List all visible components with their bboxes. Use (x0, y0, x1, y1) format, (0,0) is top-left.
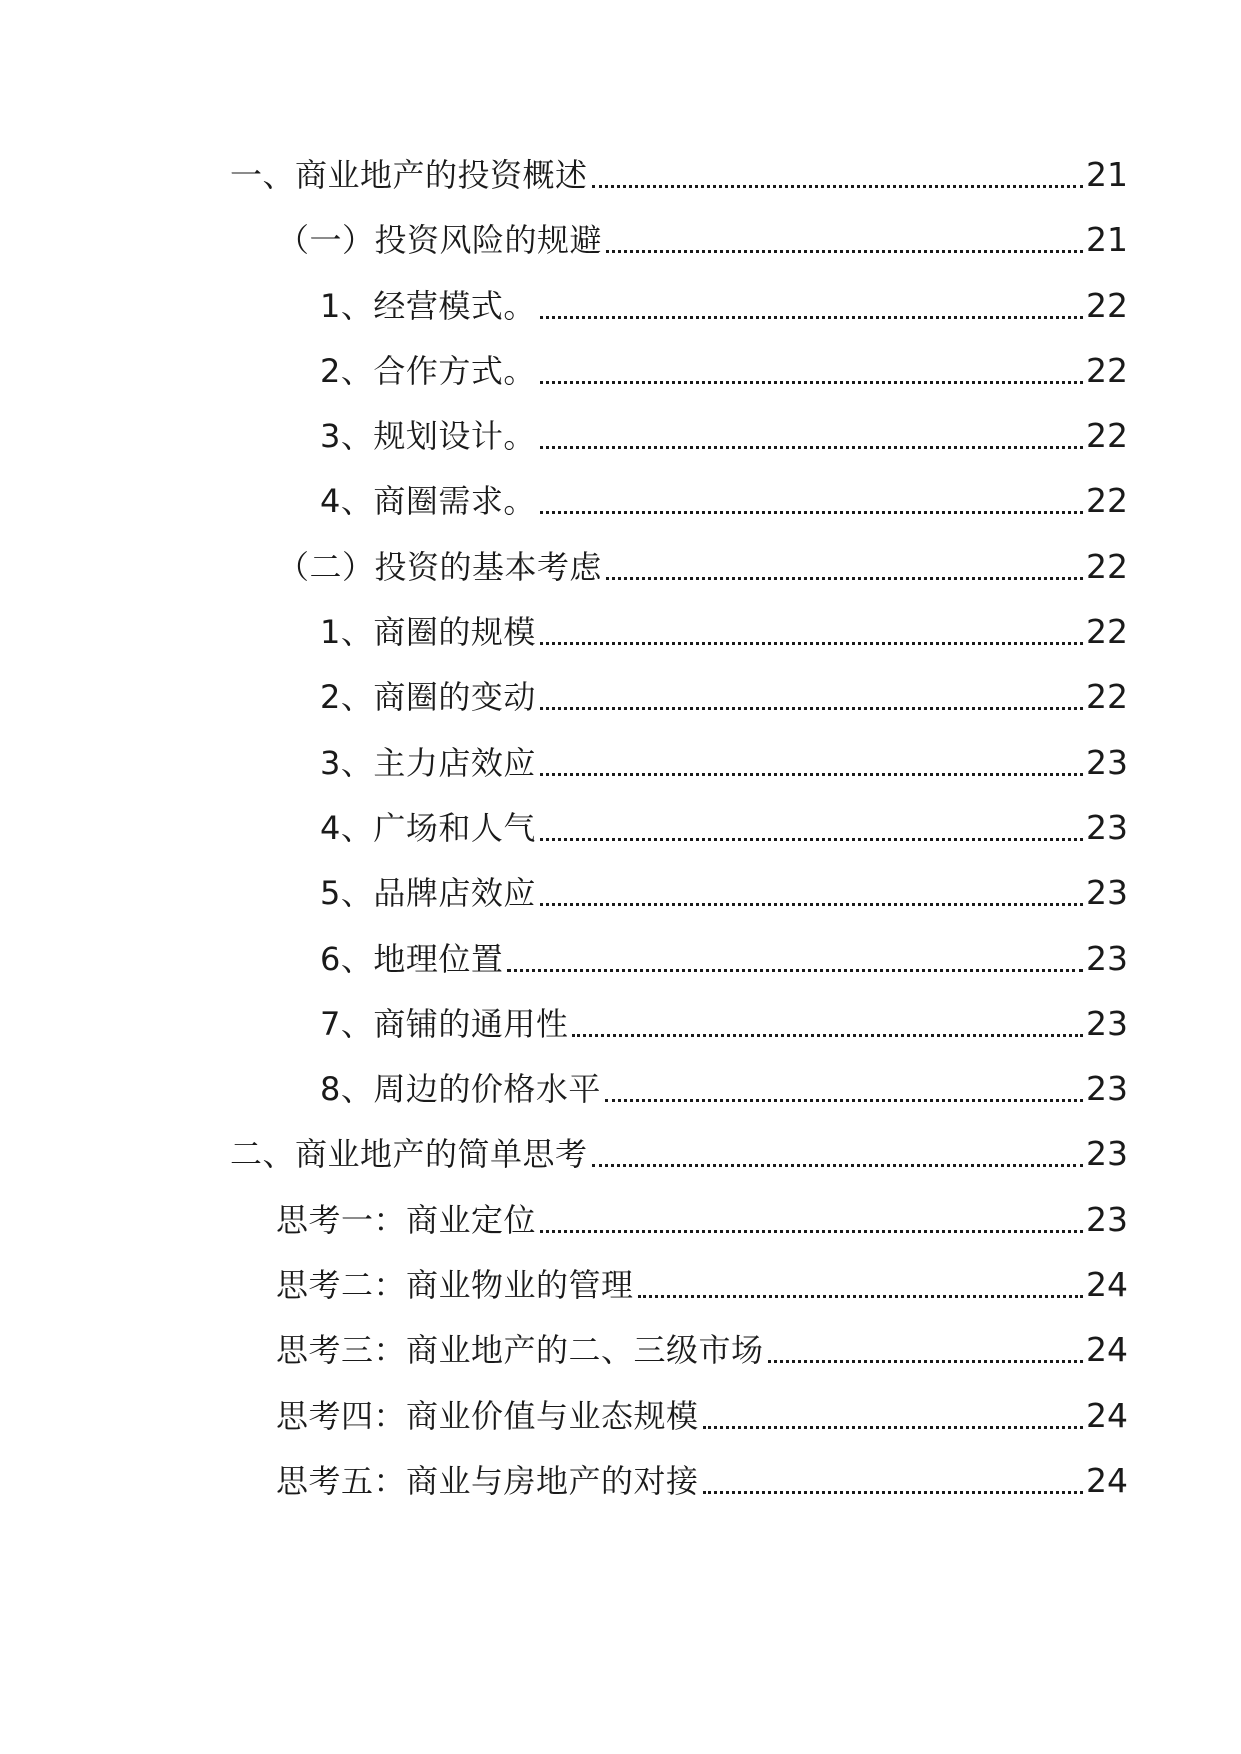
toc-entry-title: 思考二：商业物业的管理 (276, 1266, 634, 1305)
toc-entry[interactable] (0, 1396, 1241, 1461)
toc-entry[interactable] (0, 1134, 1241, 1199)
toc-entry-title: 二、商业地产的简单思考 (230, 1135, 588, 1174)
toc-leader-dots (768, 1330, 1083, 1370)
toc-entry-title: 思考三：商业地产的二、三级市场 (276, 1331, 764, 1370)
toc-leader-dots (605, 1069, 1083, 1109)
toc-entry-page: 23 (1086, 1134, 1128, 1174)
toc-entry[interactable] (0, 1461, 1241, 1526)
toc-entry-page: 24 (1086, 1330, 1128, 1370)
toc-entry-page: 23 (1086, 1199, 1128, 1239)
toc-leader-dots (606, 547, 1083, 587)
toc-leader-dots (507, 939, 1083, 979)
toc-entry-title: 1、商圈的规模 (320, 613, 536, 652)
toc-entry-title: 一、商业地产的投资概述 (230, 156, 588, 194)
toc-entry-title: 6、地理位置 (320, 939, 504, 978)
toc-entry[interactable] (0, 351, 1241, 416)
toc-entry-title: （二）投资的基本考虑 (277, 547, 603, 586)
toc-entry-title: 2、商圈的变动 (320, 678, 536, 717)
toc-entry-page: 21 (1086, 155, 1128, 194)
toc-entry-page: 22 (1086, 612, 1128, 652)
toc-entry-title: 思考五：商业与房地产的对接 (276, 1461, 699, 1500)
toc-entry[interactable] (0, 286, 1241, 351)
toc-entry-title: 4、商圈需求。 (320, 482, 536, 521)
toc-entry-title: 1、经营模式。 (320, 286, 536, 325)
toc-entry[interactable] (0, 743, 1241, 808)
toc-entry-page: 23 (1086, 938, 1128, 978)
toc-entry[interactable] (0, 873, 1241, 938)
toc-entry-title: 思考四：商业价值与业态规模 (276, 1396, 699, 1435)
toc-entry-title: 7、商铺的通用性 (320, 1004, 569, 1043)
toc-leader-dots (638, 1265, 1083, 1305)
toc-entry-title: 4、广场和人气 (320, 808, 536, 847)
toc-entry-page: 21 (1086, 220, 1128, 260)
toc-entry[interactable] (0, 220, 1241, 285)
toc-entry-page: 22 (1086, 350, 1128, 390)
toc-entry[interactable] (0, 808, 1241, 873)
toc-entry-title: 2、合作方式。 (320, 351, 536, 390)
toc-entry-title: 3、主力店效应 (320, 743, 536, 782)
toc-entry-page: 23 (1086, 742, 1128, 782)
toc-entry-title: 5、品牌店效应 (320, 874, 536, 913)
toc-entry[interactable] (0, 547, 1241, 612)
toc-entry[interactable] (0, 416, 1241, 481)
toc-leader-dots (540, 351, 1083, 391)
toc-leader-dots (572, 1004, 1083, 1044)
toc-leader-dots (540, 677, 1083, 717)
toc-entry-page: 22 (1086, 677, 1128, 717)
toc-entry-page: 23 (1086, 1003, 1128, 1043)
toc-leader-dots (606, 220, 1083, 260)
toc-entry-page: 23 (1086, 807, 1128, 847)
toc-leader-dots (540, 808, 1083, 848)
toc-entry[interactable] (0, 1004, 1241, 1069)
toc-leader-dots (703, 1396, 1083, 1436)
toc-entry-page: 22 (1086, 285, 1128, 325)
toc-entry-title: 思考一：商业定位 (276, 1200, 537, 1239)
toc-entry[interactable] (0, 612, 1241, 677)
toc-entry-page: 23 (1086, 873, 1128, 913)
toc-entry[interactable] (0, 1265, 1241, 1330)
toc-entry[interactable] (0, 939, 1241, 1004)
toc-entry[interactable] (0, 677, 1241, 742)
toc-leader-dots (540, 1200, 1083, 1240)
toc-entry-title: 8、周边的价格水平 (320, 1070, 601, 1109)
toc-entry-page: 22 (1086, 481, 1128, 521)
toc-entry-title: （一）投资风险的规避 (277, 221, 603, 260)
toc-leader-dots (540, 873, 1083, 913)
toc-entry-page: 22 (1086, 546, 1128, 586)
toc-leader-dots (703, 1461, 1083, 1501)
table-of-contents (0, 155, 1241, 1526)
toc-entry[interactable] (0, 1200, 1241, 1265)
toc-entry[interactable] (0, 481, 1241, 546)
toc-entry-page: 24 (1086, 1395, 1128, 1435)
toc-entry-page: 24 (1086, 1265, 1128, 1305)
toc-entry[interactable] (0, 1330, 1241, 1395)
toc-leader-dots (540, 481, 1083, 521)
toc-entry[interactable] (0, 155, 1241, 220)
toc-leader-dots (592, 155, 1083, 195)
toc-leader-dots (592, 1134, 1083, 1174)
toc-entry[interactable] (0, 1069, 1241, 1134)
toc-entry-title: 3、规划设计。 (320, 417, 536, 456)
toc-leader-dots (540, 612, 1083, 652)
toc-entry-page: 24 (1086, 1460, 1128, 1500)
toc-leader-dots (540, 286, 1083, 326)
toc-entry-page: 23 (1086, 1069, 1128, 1109)
toc-leader-dots (540, 416, 1083, 456)
toc-entry-page: 22 (1086, 416, 1128, 456)
toc-leader-dots (540, 743, 1083, 783)
